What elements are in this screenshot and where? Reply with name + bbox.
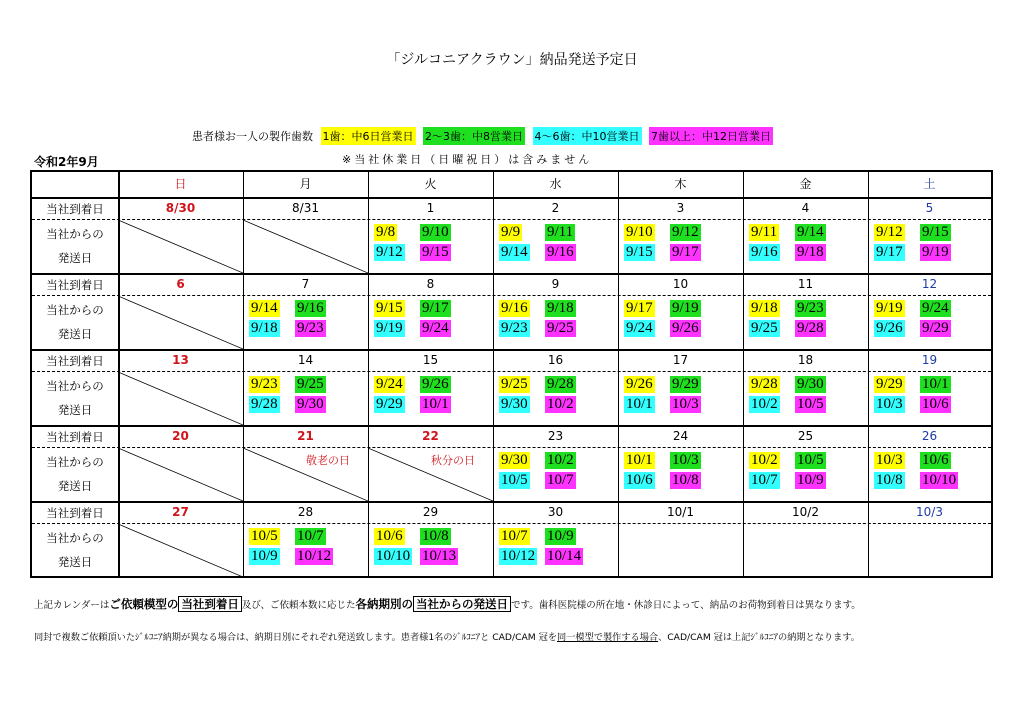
- ship-date-chip: 10/3: [876, 452, 903, 468]
- ship-date-chip: 9/10: [422, 224, 449, 240]
- closed-day-slash: [118, 220, 243, 273]
- grid-hline: [32, 425, 991, 427]
- ship-date-chip: 9/15: [626, 244, 653, 260]
- ship-date-chip: 9/30: [501, 396, 528, 412]
- ship-date-chip: 9/17: [422, 300, 449, 316]
- ship-date-chip: 10/8: [422, 528, 449, 544]
- arrival-date: 30: [547, 505, 564, 519]
- ship-date-chip: 9/12: [672, 224, 699, 240]
- legend-4-6-teeth: 4～6歯：中10営業日: [533, 127, 642, 145]
- weekday-header: 木: [674, 177, 687, 191]
- arrival-date: 16: [547, 353, 564, 367]
- weekday-header: 水: [549, 177, 562, 191]
- legend-1-tooth: 1歯：中6日営業日: [321, 127, 416, 145]
- ship-date-chip: 9/14: [251, 300, 278, 316]
- ship-date-chip: 10/12: [501, 548, 536, 564]
- ship-date-chip: 9/17: [672, 244, 699, 260]
- ship-date-chip: 10/6: [626, 472, 653, 488]
- arrival-date: 10: [672, 277, 689, 291]
- weekday-header: 土: [923, 177, 936, 191]
- ship-date-chip: 10/5: [797, 396, 824, 412]
- closed-day-slash: [118, 448, 243, 501]
- ship-date-chip: 9/24: [626, 320, 653, 336]
- ship-date-chip: 9/28: [251, 396, 278, 412]
- arrival-date: 4: [801, 201, 810, 215]
- ship-date-chip: 9/29: [876, 376, 903, 392]
- arrival-date: 7: [301, 277, 310, 291]
- arrival-date: 5: [925, 201, 934, 215]
- holiday-name: 敬老の日: [306, 454, 350, 467]
- grid-hline: [32, 197, 991, 199]
- ship-date-chip: 10/12: [297, 548, 332, 564]
- ship-date-chip: 9/9: [501, 224, 521, 240]
- ship-date-chip: 9/12: [876, 224, 903, 240]
- ship-date-chip: 10/6: [922, 452, 949, 468]
- ship-date-chip: 10/2: [751, 396, 778, 412]
- ship-date-chip: 10/10: [376, 548, 411, 564]
- ship-date-chip: 9/24: [376, 376, 403, 392]
- ship-date-chip: 9/25: [501, 376, 528, 392]
- legend-7plus-teeth: 7歯以上：中12日営業日: [649, 127, 773, 145]
- ship-date-chip: 10/7: [751, 472, 778, 488]
- ship-date-chip: 10/7: [501, 528, 528, 544]
- ship-date-chip: 9/14: [797, 224, 824, 240]
- legend-intro: 患者様お一人の製作歯数: [192, 130, 313, 143]
- ship-date-chip: 9/28: [751, 376, 778, 392]
- arrival-date: 18: [797, 353, 814, 367]
- grid-hline: [32, 501, 991, 503]
- row-label-arrival: 当社到着日: [46, 202, 104, 216]
- grid-hline: [32, 349, 991, 351]
- ship-date-chip: 9/16: [547, 244, 574, 260]
- arrival-date: 11: [797, 277, 814, 291]
- weekday-header: 日: [174, 177, 187, 191]
- ship-date-chip: 9/23: [297, 320, 324, 336]
- page-title: 「ジルコニアクラウン」納品発送予定日: [386, 52, 638, 68]
- weekday-header: 月: [299, 177, 312, 191]
- ship-date-chip: 10/9: [547, 528, 574, 544]
- ship-date-chip: 10/14: [547, 548, 582, 564]
- ship-date-chip: 9/18: [251, 320, 278, 336]
- row-label-ship: 発送日: [57, 479, 93, 493]
- arrival-date: 10/1: [667, 505, 694, 519]
- ship-date-chip: 10/6: [922, 396, 949, 412]
- arrival-date: 13: [172, 353, 189, 367]
- ship-date-chip: 10/6: [376, 528, 403, 544]
- ship-date-chip: 10/3: [672, 452, 699, 468]
- era-month: 令和2年9月: [34, 155, 99, 169]
- ship-date-chip: 9/26: [626, 376, 653, 392]
- ship-date-chip: 9/26: [672, 320, 699, 336]
- ship-date-chip: 10/1: [922, 376, 949, 392]
- row-label-from-us: 当社からの: [46, 455, 104, 469]
- ship-date-chip: 9/23: [797, 300, 824, 316]
- footer-line-2: [34, 629, 860, 643]
- ship-date-chip: 9/14: [501, 244, 528, 260]
- arrival-date: 3: [676, 201, 685, 215]
- arrival-date: 29: [422, 505, 439, 519]
- ship-date-chip: 10/7: [297, 528, 324, 544]
- ship-date-chip: 9/17: [626, 300, 653, 316]
- arrival-date: 28: [297, 505, 314, 519]
- legend-2-3-teeth: 2～3歯：中8営業日: [423, 127, 525, 145]
- row-label-from-us: 当社からの: [46, 303, 104, 317]
- arrival-date: 1: [426, 201, 435, 215]
- arrival-date: 15: [422, 353, 439, 367]
- ship-date-chip: 9/28: [547, 376, 574, 392]
- arrival-date: 19: [921, 353, 938, 367]
- ship-date-chip: 9/18: [751, 300, 778, 316]
- row-label-ship: 発送日: [57, 327, 93, 341]
- holiday-name: 秋分の日: [431, 454, 475, 467]
- ship-date-chip: 10/1: [422, 396, 449, 412]
- weekday-header: 火: [424, 177, 437, 191]
- ship-date-chip: 10/7: [547, 472, 574, 488]
- footer-boxed-text: 当社からの発送日: [413, 596, 511, 612]
- ship-date-chip: 10/5: [501, 472, 528, 488]
- ship-date-chip: 9/29: [672, 376, 699, 392]
- ship-date-chip: 9/10: [626, 224, 653, 240]
- ship-date-chip: 9/16: [751, 244, 778, 260]
- ship-date-chip: 9/26: [422, 376, 449, 392]
- row-label-arrival: 当社到着日: [46, 430, 104, 444]
- ship-date-chip: 9/18: [797, 244, 824, 260]
- row-label-from-us: 当社からの: [46, 227, 104, 241]
- row-label-ship: 発送日: [57, 403, 93, 417]
- row-label-ship: 発送日: [57, 555, 93, 569]
- footer-text: です。歯科医院様の所在地・休診日によって、納品のお荷物到着日は異なります。: [511, 600, 861, 611]
- ship-date-chip: 9/30: [797, 376, 824, 392]
- arrival-date: 14: [297, 353, 314, 367]
- ship-date-chip: 9/16: [501, 300, 528, 316]
- ship-date-chip: 9/23: [251, 376, 278, 392]
- ship-date-chip: 9/19: [876, 300, 903, 316]
- grid-hline: [32, 273, 991, 275]
- arrival-date: 27: [172, 505, 189, 519]
- ship-date-chip: 9/12: [376, 244, 403, 260]
- ship-date-chip: 10/1: [626, 452, 653, 468]
- footer-text: 及び、ご依頼本数に応じた: [241, 600, 356, 611]
- ship-date-chip: 9/24: [922, 300, 949, 316]
- calendar-table: [30, 170, 993, 578]
- footer-underlined-text: 同一模型で製作する場合: [557, 632, 659, 643]
- ship-date-chip: 9/23: [501, 320, 528, 336]
- footer-text: 各納期別の: [355, 597, 414, 611]
- row-label-arrival: 当社到着日: [46, 354, 104, 368]
- ship-date-chip: 10/2: [751, 452, 778, 468]
- arrival-date: 25: [797, 429, 814, 443]
- closed-day-slash: [118, 372, 243, 425]
- ship-date-chip: 9/15: [422, 244, 449, 260]
- closed-day-slash: [118, 524, 243, 577]
- ship-date-chip: 9/19: [376, 320, 403, 336]
- arrival-date: 9: [551, 277, 560, 291]
- arrival-date: 12: [921, 277, 938, 291]
- arrival-date: 22: [422, 429, 439, 443]
- ship-date-chip: 9/26: [876, 320, 903, 336]
- arrival-date: 8/30: [165, 201, 196, 215]
- ship-date-chip: 9/30: [501, 452, 528, 468]
- ship-date-chip: 9/24: [422, 320, 449, 336]
- ship-date-chip: 9/8: [376, 224, 396, 240]
- ship-date-chip: 9/19: [922, 244, 949, 260]
- ship-date-chip: 9/18: [547, 300, 574, 316]
- row-label-ship: 発送日: [57, 251, 93, 265]
- footer-line-1: [34, 596, 861, 612]
- ship-date-chip: 10/8: [672, 472, 699, 488]
- arrival-date: 8/31: [292, 201, 319, 215]
- weekday-header: 金: [799, 177, 812, 191]
- row-label-arrival: 当社到着日: [46, 278, 104, 292]
- ship-date-chip: 9/29: [922, 320, 949, 336]
- ship-date-chip: 9/25: [547, 320, 574, 336]
- arrival-date: 10/3: [916, 505, 943, 519]
- ship-date-chip: 9/11: [751, 224, 778, 240]
- ship-date-chip: 10/5: [251, 528, 278, 544]
- closed-day-slash: [118, 296, 243, 349]
- ship-date-chip: 9/15: [376, 300, 403, 316]
- arrival-date: 21: [297, 429, 314, 443]
- ship-date-chip: 9/11: [547, 224, 574, 240]
- ship-date-chip: 9/25: [297, 376, 324, 392]
- ship-date-chip: 10/5: [797, 452, 824, 468]
- ship-date-chip: 9/19: [672, 300, 699, 316]
- ship-date-chip: 10/13: [422, 548, 457, 564]
- ship-date-chip: 10/2: [547, 396, 574, 412]
- arrival-date: 20: [172, 429, 189, 443]
- row-label-arrival: 当社到着日: [46, 506, 104, 520]
- ship-date-chip: 10/9: [797, 472, 824, 488]
- ship-date-chip: 10/9: [251, 548, 278, 564]
- ship-date-chip: 9/30: [297, 396, 324, 412]
- ship-date-chip: 9/17: [876, 244, 903, 260]
- ship-date-chip: 10/10: [922, 472, 957, 488]
- arrival-date: 8: [426, 277, 435, 291]
- ship-date-chip: 9/15: [922, 224, 949, 240]
- ship-date-chip: 10/3: [672, 396, 699, 412]
- ship-date-chip: 10/2: [547, 452, 574, 468]
- footer-text: 同封で複数ご依頼頂いたｼﾞﾙｺﾆｱ納期が異なる場合は、納期日別にそれぞれ発送致します。患者様1名のｼﾞﾙｺﾆｱと CAD/CAM 冠を: [34, 632, 558, 643]
- legend: [192, 127, 773, 145]
- footer-boxed-text: 当社到着日: [178, 596, 242, 612]
- arrival-date: 17: [672, 353, 689, 367]
- arrival-date: 24: [672, 429, 689, 443]
- row-label-from-us: 当社からの: [46, 531, 104, 545]
- ship-date-chip: 9/29: [376, 396, 403, 412]
- ship-date-chip: 10/1: [626, 396, 653, 412]
- arrival-date: 6: [176, 277, 185, 291]
- ship-date-chip: 10/3: [876, 396, 903, 412]
- arrival-date: 23: [547, 429, 564, 443]
- arrival-date: 10/2: [792, 505, 819, 519]
- ship-date-chip: 9/25: [751, 320, 778, 336]
- row-label-from-us: 当社からの: [46, 379, 104, 393]
- arrival-date: 2: [551, 201, 560, 215]
- arrival-date: 26: [921, 429, 938, 443]
- ship-date-chip: 10/8: [876, 472, 903, 488]
- holiday-note: ※当社休業日（日曜祝日）は含みません: [342, 153, 593, 166]
- ship-date-chip: 9/28: [797, 320, 824, 336]
- footer-text: 、CAD/CAM 冠は上記ｼﾞﾙｺﾆｱの納期となります。: [658, 632, 860, 643]
- footer-text: 上記カレンダーは: [34, 600, 110, 611]
- footer-text: ご依頼模型の: [109, 597, 179, 611]
- ship-date-chip: 9/16: [297, 300, 324, 316]
- closed-day-slash: [243, 220, 368, 273]
